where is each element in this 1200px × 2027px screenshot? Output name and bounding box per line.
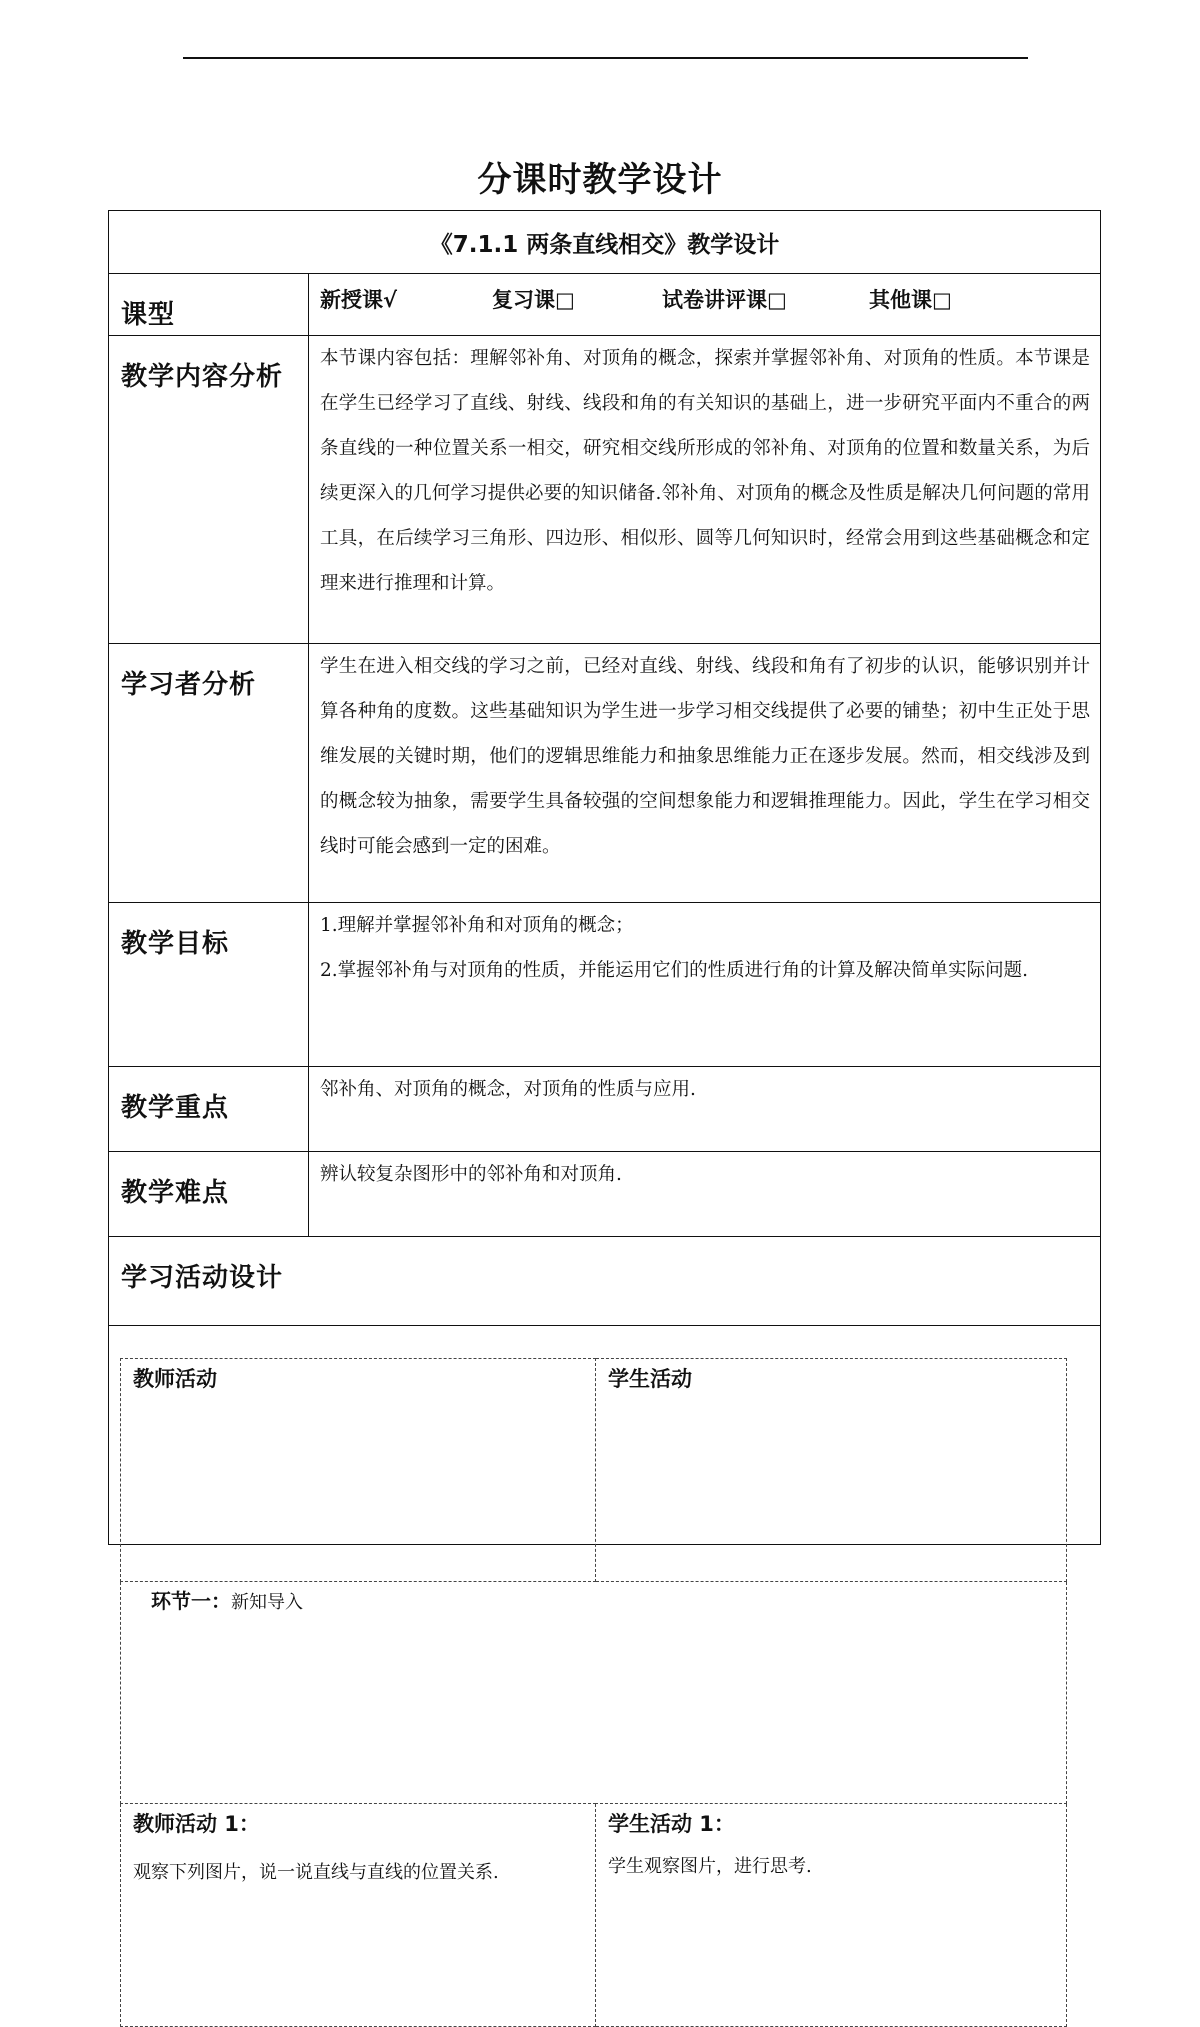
- teacher-activity-text: 观察下列图片，说一说直线与直线的位置关系.: [133, 1862, 499, 1883]
- page-title: 分课时教学设计: [477, 160, 723, 200]
- key-points-label: 教学重点: [109, 1067, 309, 1152]
- lesson-type-options: [309, 274, 1101, 336]
- objectives-row: [109, 903, 1101, 1067]
- learner-analysis-row: [109, 644, 1101, 903]
- activity-design-row: [109, 1237, 1101, 1326]
- difficulties-paragraph: 辨认较复杂图形中的邻补角和对顶角.: [320, 1164, 622, 1185]
- objectives-list: [309, 903, 1101, 1067]
- activity-table-cell: [109, 1326, 1101, 1883]
- student-activity-header: 学生活动: [596, 1359, 1067, 1582]
- teacher-activity-header: 教师活动: [121, 1359, 596, 1582]
- learner-analysis-paragraph: 学生在进入相交线的学习之前，已经对直线、射线、线段和角有了初步的认识，能够识别并计算各种角的度数。这些基础知识为学生进一步学习相交线提供了必要的铺垫；初中生正处于思维发展的关键时期，他们的逻辑思维能力和抽象思维能力正在逐步发展。然而，相交线涉及到的概念较为抽象，需要学生具备较强的空间想象能力和逻辑推理能力。因此，学生在学习相交线时可能会感到一定的困难。: [320, 656, 1090, 857]
- content-analysis-paragraph: 本节课内容包括：理解邻补角、对顶角的概念，探索并掌握邻补角、对顶角的性质。本节课是在学生已经学习了直线、射线、线段和角的有关知识的基础上，进一步研究平面内不重合的两条直线的一种位置关系一相交，研究相交线所形成的邻补角、对顶角的位置和数量关系，为后续更深入的几何学习提供必要的知识储备.邻补角、对顶角的概念及性质是解决几何问题的常用工具，在后续学习三角形、四边形、相似形、圆等几何知识时，经常会用到这些基础概念和定理来进行推理和计算。: [320, 348, 1090, 594]
- header-rule: [183, 57, 1028, 59]
- lesson-type-option: 新授课√: [320, 288, 398, 312]
- lesson-plan-table: [108, 210, 1101, 1883]
- lesson-type-option: 复习课□: [492, 288, 575, 312]
- key-points-text: [309, 1067, 1101, 1152]
- lesson-type-option: 试卷讲评课□: [662, 288, 787, 312]
- key-points-paragraph: 邻补角、对顶角的概念，对顶角的性质与应用.: [320, 1079, 696, 1100]
- student-activity-cell: [596, 1804, 1067, 2027]
- stage-row: [121, 1582, 1067, 1804]
- learner-analysis-text: [309, 644, 1101, 903]
- student-activity-label: 学生活动 1：: [608, 1812, 735, 1836]
- content-analysis-text: [309, 336, 1101, 644]
- difficulties-row: [109, 1152, 1101, 1237]
- objective-item: 2.掌握邻补角与对顶角的性质，并能运用它们的性质进行角的计算及解决简单实际问题.: [320, 960, 1029, 981]
- activity-table-row: [109, 1326, 1101, 1545]
- key-points-row: [109, 1067, 1101, 1152]
- content-analysis-label: 教学内容分析: [109, 336, 309, 644]
- difficulties-text: [309, 1152, 1101, 1237]
- objectives-label: 教学目标: [109, 903, 309, 1067]
- content-analysis-row: [109, 336, 1101, 644]
- lesson-type-row: [109, 274, 1101, 336]
- teacher-activity-label: 教师活动 1：: [133, 1812, 260, 1836]
- learner-analysis-label: 学习者分析: [109, 644, 309, 903]
- activity-design-label: 学习活动设计: [109, 1237, 1101, 1326]
- student-activity-text: 学生观察图片，进行思考.: [608, 1856, 812, 1877]
- lesson-type-option: 其他课□: [869, 288, 952, 312]
- objective-item: 1.理解并掌握邻补角和对顶角的概念；: [320, 915, 634, 936]
- activity-table: [120, 1358, 1067, 2027]
- stage-label: 环节一：: [151, 1589, 231, 1613]
- difficulties-label: 教学难点: [109, 1152, 309, 1237]
- lesson-title: 《7.1.1 两条直线相交》教学设计: [109, 211, 1101, 274]
- stage-text: 新知导入: [231, 1592, 303, 1613]
- lesson-type-label: 课型: [109, 274, 309, 336]
- teacher-activity-cell: [121, 1804, 596, 2027]
